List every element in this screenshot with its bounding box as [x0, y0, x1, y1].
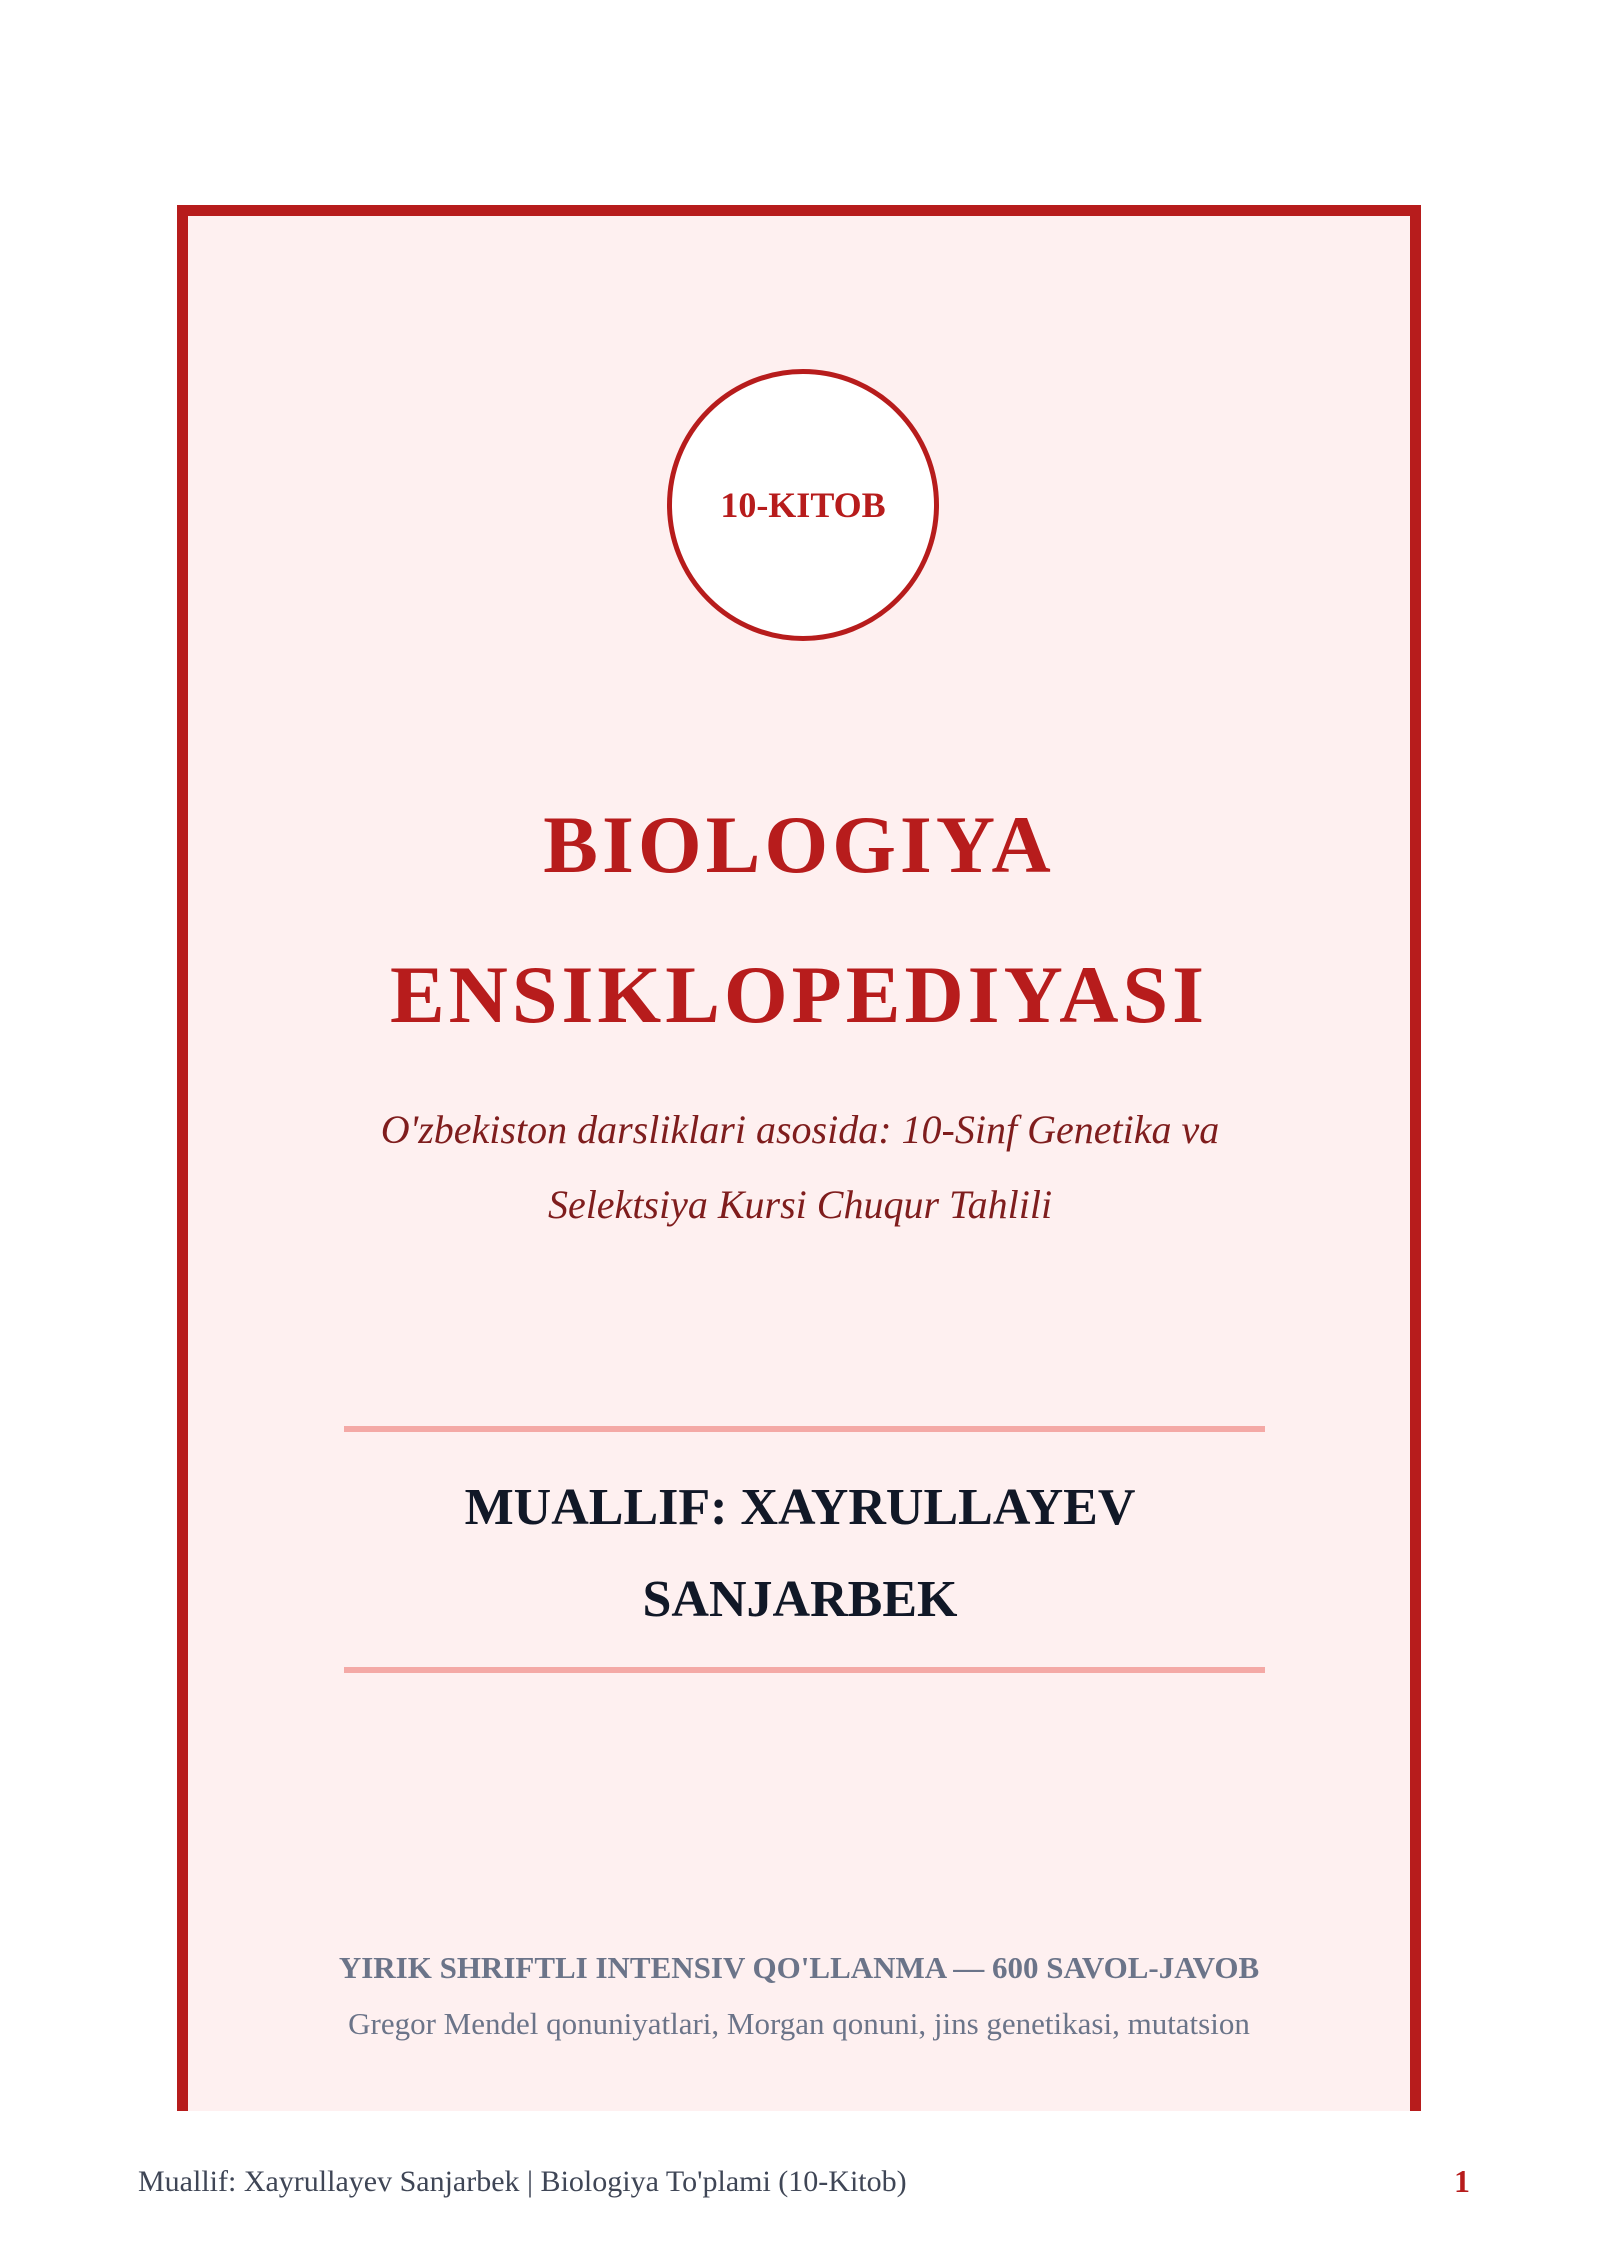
cover-tagline: YIRIK SHRIFTLI INTENSIV QO'LLANMA — 600 SAVOL-JAVOB — [338, 1950, 1260, 1985]
author-line-2: SANJARBEK — [642, 1571, 958, 1628]
page-footer-text: Muallif: Xayrullayev Sanjarbek | Biologiya To'plami (10-Kitob) — [138, 2165, 907, 2198]
book-title — [177, 770, 1421, 1070]
book-title-line-1: BIOLOGIYA — [543, 799, 1055, 890]
divider-bottom — [344, 1667, 1265, 1673]
book-subtitle — [300, 1092, 1300, 1242]
page-number: 1 — [1454, 2163, 1470, 2199]
author-block — [300, 1462, 1300, 1646]
book-subtitle-line-1: O'zbekiston darsliklari asosida: 10-Sinf Genetika va — [380, 1107, 1220, 1152]
book-subtitle-line-2: Selektsiya Kursi Chuqur Tahlili — [547, 1182, 1053, 1227]
book-title-line-2: ENSIKLOPEDIYASI — [389, 949, 1209, 1040]
cover-topics: Gregor Mendel qonuniyatlari, Morgan qonuni, jins genetikasi, mutatsion — [348, 2006, 1250, 2041]
book-number-label: 10-KITOB — [720, 485, 886, 525]
divider-top — [344, 1426, 1265, 1432]
author-line-1: MUALLIF: XAYRULLAYEV — [464, 1479, 1136, 1536]
book-number-badge — [667, 369, 939, 641]
